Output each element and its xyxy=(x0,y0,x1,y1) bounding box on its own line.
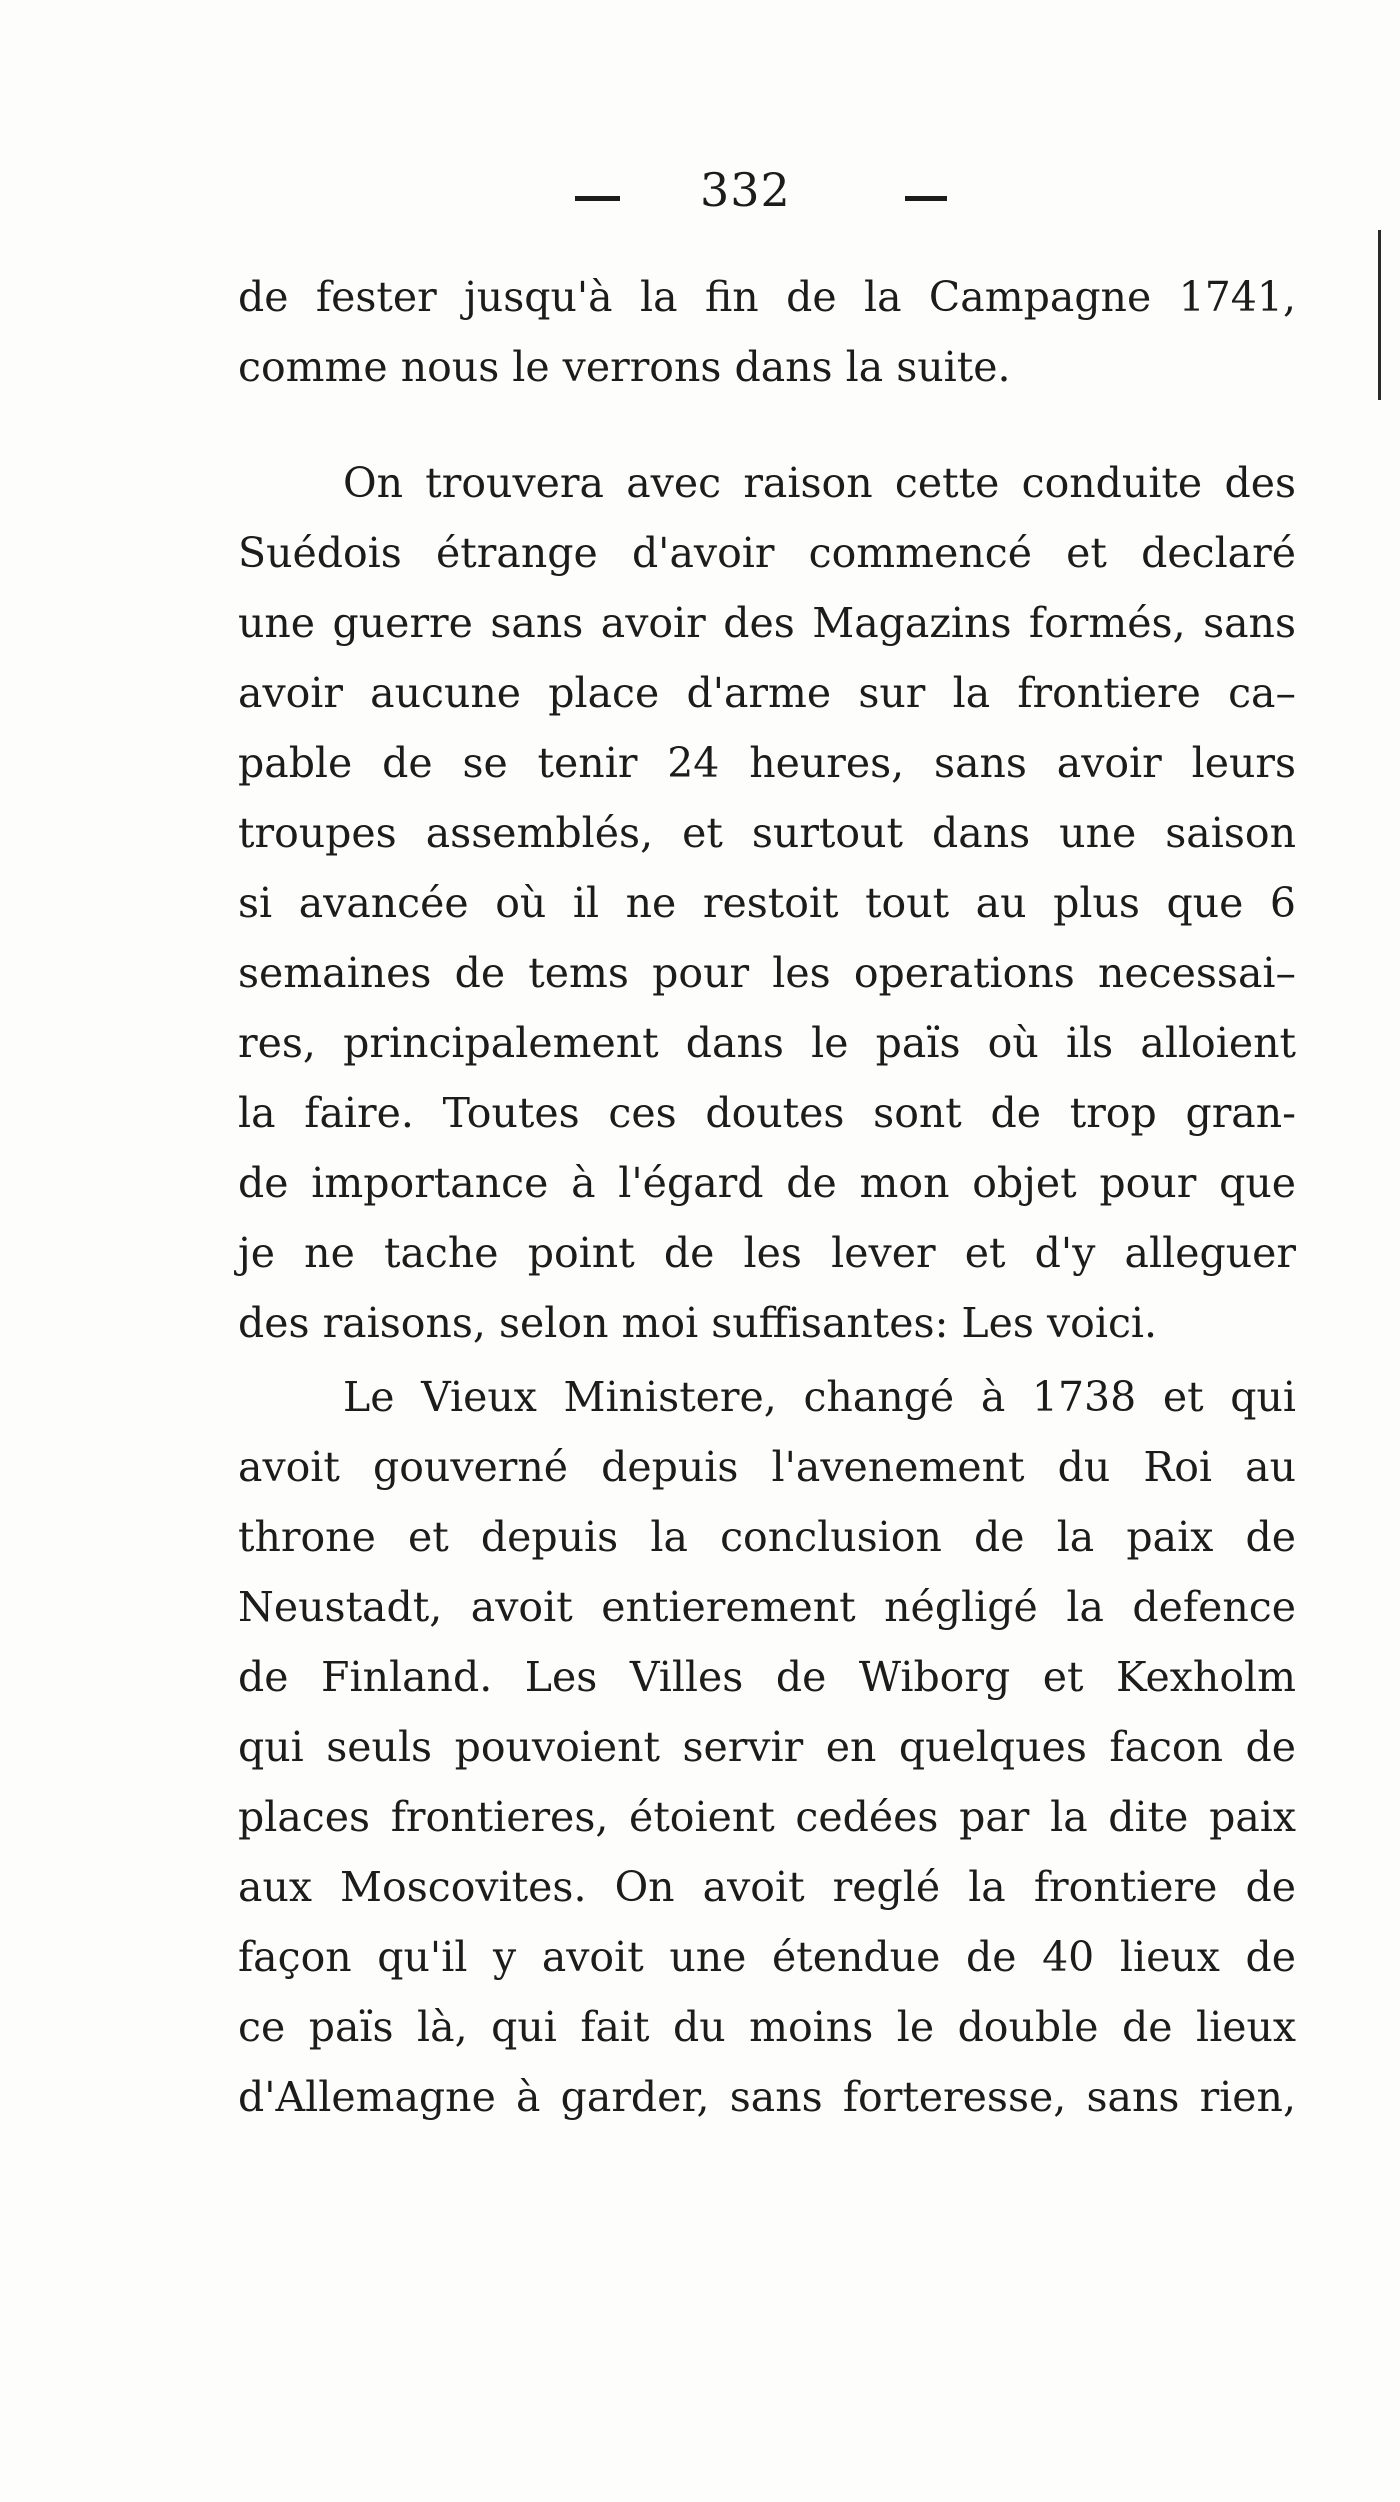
header-dash-right xyxy=(905,196,947,201)
page-edge-line xyxy=(1378,230,1381,400)
text-line: avoit gouverné depuis l'avenement du Roi au xyxy=(238,1443,1296,1491)
text-line: places frontieres, étoient cedées par la dite paix xyxy=(238,1793,1296,1841)
text-line: je ne tache point de les lever et d'y alleguer xyxy=(238,1229,1296,1277)
text-line: ce païs là, qui fait du moins le double de lieux xyxy=(238,2003,1296,2051)
text-line: On trouvera avec raison cette conduite des xyxy=(343,459,1296,507)
text-line: throne et depuis la conclusion de la paix de xyxy=(238,1513,1296,1561)
text-line: de Finland. Les Villes de Wiborg et Kexholm xyxy=(238,1653,1296,1701)
text-line: Neustadt, avoit entierement négligé la defence xyxy=(238,1583,1296,1631)
text-line: comme nous le verrons dans la suite. xyxy=(238,343,1011,391)
paragraph-conduite xyxy=(238,448,1296,1358)
text-line: troupes assemblés, et surtout dans une saison xyxy=(238,809,1296,857)
text-line: si avancée où il ne restoit tout au plus que 6 xyxy=(238,879,1296,927)
text-line: avoir aucune place d'arme sur la frontiere ca– xyxy=(238,669,1296,717)
text-line: aux Moscovites. On avoit reglé la frontiere de xyxy=(238,1863,1296,1911)
text-line: Suédois étrange d'avoir commencé et declaré xyxy=(238,529,1296,577)
page-header xyxy=(0,160,1400,220)
text-line: Le Vieux Ministere, changé à 1738 et qui xyxy=(343,1373,1296,1421)
text-line: res, principalement dans le païs où ils alloient xyxy=(238,1019,1296,1067)
text-line: des raisons, selon moi suffisantes: Les voici. xyxy=(238,1299,1158,1347)
text-line: une guerre sans avoir des Magazins formés, sans xyxy=(238,599,1296,647)
text-line: semaines de tems pour les operations necessai– xyxy=(238,949,1296,997)
text-line: la faire. Toutes ces doutes sont de trop gran- xyxy=(238,1089,1296,1137)
header-dash-left xyxy=(575,196,620,201)
page-number: 332 xyxy=(700,163,791,217)
paragraph-ministere xyxy=(238,1362,1296,2132)
text-line: façon qu'il y avoit une étendue de 40 lieux de xyxy=(238,1933,1296,1981)
text-line: pable de se tenir 24 heures, sans avoir leurs xyxy=(238,739,1296,787)
text-line: d'Allemagne à garder, sans forteresse, sans rien, xyxy=(238,2073,1296,2121)
paragraph-continuation xyxy=(238,262,1296,402)
text-line: de importance à l'égard de mon objet pour que xyxy=(238,1159,1296,1207)
text-line: de fester jusqu'à la fin de la Campagne 1741, xyxy=(238,273,1296,321)
text-line: qui seuls pouvoient servir en quelques facon de xyxy=(238,1723,1296,1771)
